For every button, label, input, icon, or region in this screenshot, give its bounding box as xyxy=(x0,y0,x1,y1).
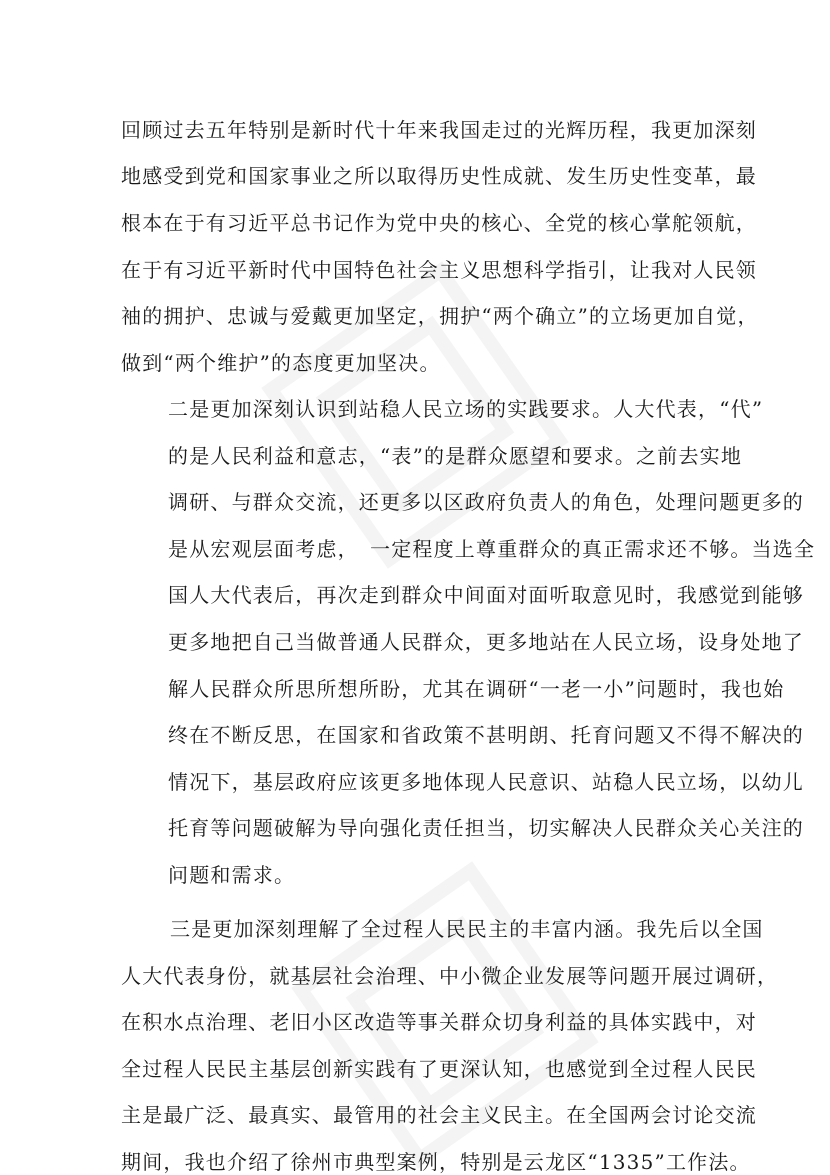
text-line-10: 是从宏观层面考虑， 一定程度上尊重群众的真正需求还不够。当选全 xyxy=(168,537,816,561)
text-line-8: 的是人民利益和意志，“表”的是群众愿望和要求。之前去实地 xyxy=(168,444,743,468)
text-line-14: 终在不断反思，在国家和省政策不甚明朗、托育问题又不得不解决的 xyxy=(168,723,804,747)
text-line-4: 在于有习近平新时代中国特色社会主义思想科学指引，让我对人民领 xyxy=(121,258,757,282)
text-line-18: 三是更加深刻理解了全过程人民民主的丰富内涵。我先后以全国 xyxy=(170,917,764,941)
text-line-15: 情况下，基层政府应该更多地体现人民意识、站稳人民立场，以幼儿 xyxy=(168,770,804,794)
text-line-19: 人大代表身份，就基层社会治理、中小微企业发展等问题开展过调研， xyxy=(121,964,779,988)
text-line-22: 主是最广泛、最真实、最管用的社会主义民主。在全国两会讨论交流 xyxy=(121,1103,757,1127)
text-line-13: 解人民群众所思所想所盼，尤其在调研“一老一小”问题时，我也始 xyxy=(168,677,785,701)
text-line-6: 做到“两个维护”的态度更加坚决。 xyxy=(121,351,441,375)
text-line-23: 期间，我也介绍了徐州市典型案例，特别是云龙区“1335”工作法。 xyxy=(121,1150,751,1174)
text-line-7: 二是更加深刻认识到站稳人民立场的实践要求。人大代表，“代” xyxy=(168,397,764,421)
text-line-20: 在积水点治理、老旧小区改造等事关群众切身利益的具体实践中，对 xyxy=(121,1010,757,1034)
text-line-2: 地感受到党和国家事业之所以取得历史性成就、发生历史性变革，最 xyxy=(121,164,757,188)
text-line-21: 全过程人民民主基层创新实践有了更深认知，也感觉到全过程人民民 xyxy=(121,1057,757,1081)
text-line-5: 袖的拥护、忠诚与爱戴更加坚定，拥护“两个确立”的立场更加自觉， xyxy=(121,304,759,328)
text-line-12: 更多地把自己当做普通人民群众，更多地站在人民立场，设身处地了 xyxy=(168,630,804,654)
text-line-11: 国人大代表后，再次走到群众中间面对面听取意见时，我感觉到能够 xyxy=(168,583,804,607)
text-line-17: 问题和需求。 xyxy=(168,863,296,887)
text-line-9: 调研、与群众交流，还更多以区政府负责人的角色，处理问题更多的 xyxy=(168,490,804,514)
text-line-1: 回顾过去五年特别是新时代十年来我国走过的光辉历程，我更加深刻 xyxy=(121,118,757,142)
text-line-16: 托育等问题破解为导向强化责任担当，切实解决人民群众关心关注的 xyxy=(168,816,804,840)
text-line-3: 根本在于有习近平总书记作为党中央的核心、全党的核心掌舵领航， xyxy=(121,211,757,235)
